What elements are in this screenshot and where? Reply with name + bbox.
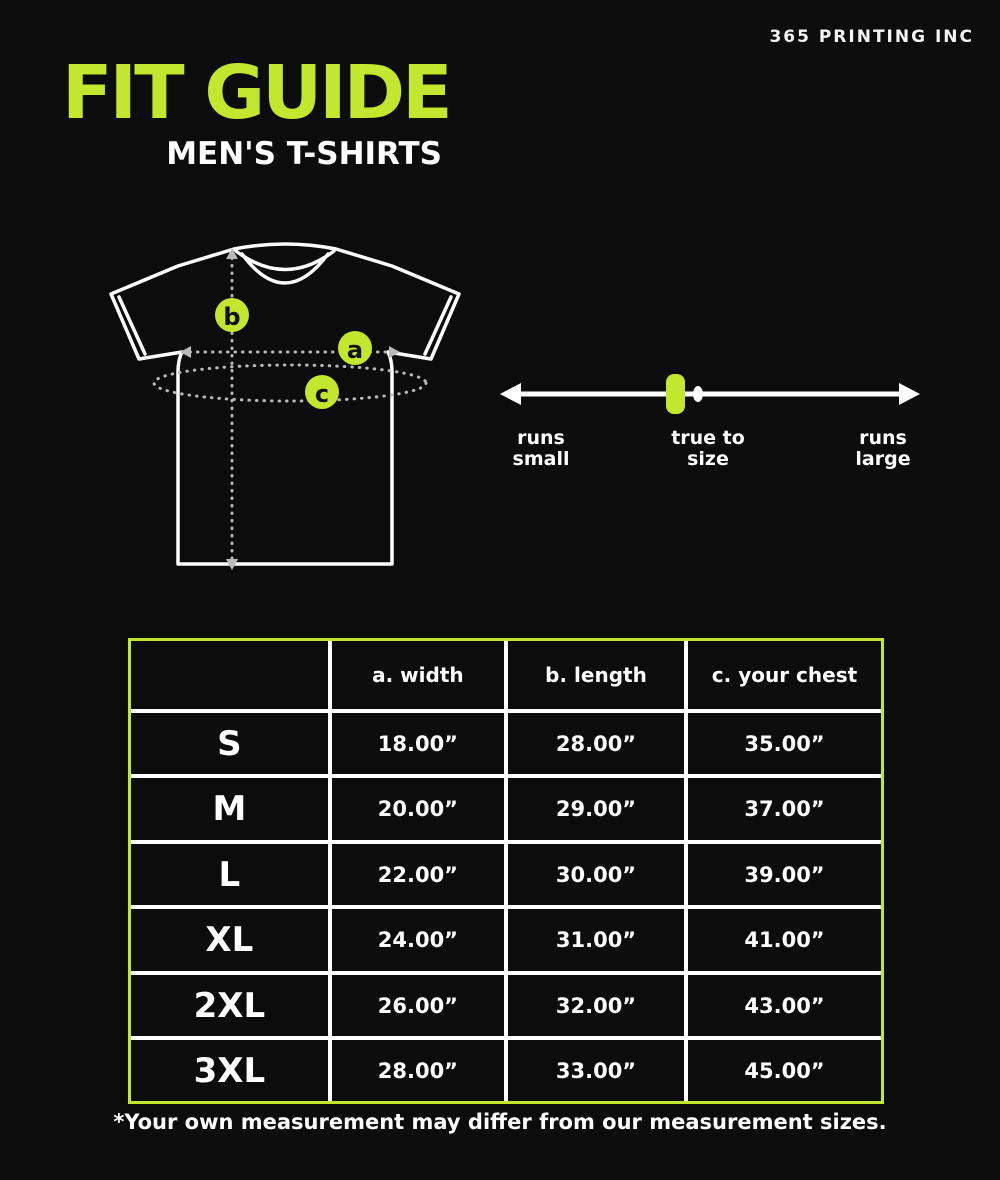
length-value: 33.00” — [506, 1038, 686, 1101]
measurement-disclaimer: *Your own measurement may differ from our measurement sizes. — [113, 1110, 887, 1134]
table-row-m — [131, 776, 881, 841]
size-label: 3XL — [131, 1038, 330, 1101]
chest-value: 43.00” — [686, 973, 881, 1038]
fit-scale — [495, 360, 925, 480]
title-block — [62, 50, 450, 172]
width-value: 26.00” — [330, 973, 506, 1038]
chest-value: 37.00” — [686, 776, 881, 841]
table-row-l — [131, 842, 881, 907]
scale-label-runs-small: runs small — [512, 427, 570, 470]
fit-scale-axis — [495, 360, 925, 422]
size-table — [128, 638, 884, 1104]
size-label: 2XL — [131, 973, 330, 1038]
header-cell-width: a. width — [330, 641, 506, 711]
marker-a — [338, 331, 372, 365]
arrow-right-icon — [389, 346, 400, 358]
size-table-header-row — [131, 641, 881, 711]
brand-text: 365 PRINTING INC — [769, 27, 974, 47]
length-value: 32.00” — [506, 973, 686, 1038]
measurement-guides — [154, 258, 426, 560]
marker-a-label: a — [346, 336, 364, 364]
tshirt-measurement-diagram — [78, 218, 498, 588]
width-value: 20.00” — [330, 776, 506, 841]
size-label: L — [131, 842, 330, 907]
table-row-xl — [131, 907, 881, 972]
width-value: 24.00” — [330, 907, 506, 972]
width-value: 28.00” — [330, 1038, 506, 1101]
scale-arrow-left-icon — [500, 383, 521, 405]
scale-label-true-to-size: true to size — [671, 427, 745, 470]
width-value: 22.00” — [330, 842, 506, 907]
tshirt-outline-icon — [111, 244, 459, 564]
chest-value: 39.00” — [686, 842, 881, 907]
guide-arrowheads — [180, 248, 400, 570]
length-value: 29.00” — [506, 776, 686, 841]
marker-c — [305, 375, 339, 409]
table-row-s — [131, 711, 881, 776]
length-value: 31.00” — [506, 907, 686, 972]
scale-label-runs-large: runs large — [855, 427, 911, 470]
chest-value: 35.00” — [686, 711, 881, 776]
scale-marker-true-to-size — [666, 374, 685, 414]
chest-value: 41.00” — [686, 907, 881, 972]
header-cell-length: b. length — [506, 641, 686, 711]
chest-guide-ellipse — [154, 365, 426, 401]
width-value: 18.00” — [330, 711, 506, 776]
length-value: 28.00” — [506, 711, 686, 776]
size-label: M — [131, 776, 330, 841]
table-row-3xl — [131, 1038, 881, 1101]
scale-arrow-right-icon — [899, 383, 920, 405]
table-row-2xl — [131, 973, 881, 1038]
length-value: 30.00” — [506, 842, 686, 907]
header-cell-chest: c. your chest — [686, 641, 881, 711]
chest-value: 45.00” — [686, 1038, 881, 1101]
size-label: XL — [131, 907, 330, 972]
page-subtitle: MEN'S T-SHIRTS — [166, 136, 442, 172]
marker-b — [215, 298, 249, 332]
header-cell-empty — [131, 641, 330, 711]
marker-b-label: b — [223, 303, 241, 331]
page-title: FIT GUIDE — [62, 50, 450, 136]
size-label: S — [131, 711, 330, 776]
marker-c-label: c — [314, 380, 330, 408]
tshirt-diagram-icon — [78, 218, 498, 588]
scale-dot-icon — [693, 386, 703, 402]
